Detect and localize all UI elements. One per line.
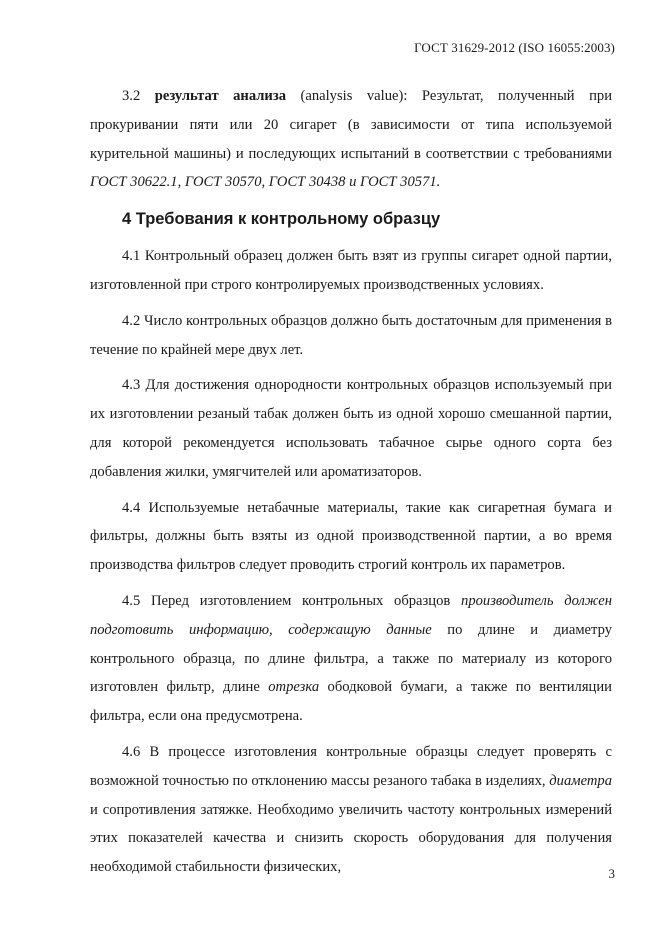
definition-text: (analysis value): Результат, полученный при прокуривании пяти или 20 сигарет (в зависимости от типа используемой курительной машины) и последующих испытаний в соответствии с требованиями	[90, 88, 613, 162]
p45-italic-2: отрезка	[268, 679, 320, 696]
p45-italic-1: производитель должен подготовить информацию, содержащую данные	[90, 592, 612, 638]
paragraph-4-5	[90, 587, 612, 731]
paragraph-4-4: 4.4 Используемые нетабачные материалы, такие как сигаретная бумага и фильтры, должны быть взяты из одной производственной партии, а во время производства фильтров следует проводить строгий контроль их параметров.	[90, 499, 612, 574]
term-bold: результат анализа	[154, 88, 287, 104]
paragraph-4-3: 4.3 Для достижения однородности контрольных образцов используемый при их изготовлении резаный табак должен быть из одной хорошо смешанной партии, для которой рекомендуется использовать табачное сырье одного сорта без добавления жилки, умягчителей или ароматизаторов.	[90, 377, 612, 480]
paragraph-3-2	[90, 82, 612, 197]
page-number: 3	[608, 866, 615, 881]
p46-text-1: 4.6 В процессе изготовления контрольные образцы следует проверять с возможной точностью по отклонению массы резаного табака в изделиях,	[90, 743, 612, 789]
document-body	[90, 82, 612, 889]
p45-text-2: по длине и диаметру контрольного образца, по длине фильтра, а также по материалу из которого изготовлен фильтр, длине	[90, 621, 612, 696]
p45-text-1: 4.5 Перед изготовлением контрольных образцов	[122, 592, 462, 609]
section-4-heading: 4 Требования к контрольному образцу	[122, 210, 441, 229]
document-header: ГОСТ 31629-2012 (ISO 16055:2003)	[414, 40, 615, 55]
p45-text-3: ободковой бумаги, а также по вентиляции фильтра, если она предусмотрена.	[90, 679, 612, 725]
paragraph-4-1: 4.1 Контрольный образец должен быть взят из группы сигарет одной партии, изготовленной при строго контролируемых производственных условиях.	[90, 248, 612, 293]
paragraph-4-6	[90, 738, 612, 882]
p46-text-2: и сопротивления затяжке. Необходимо увеличить частоту контрольных измерений этих показателей качества и снизить скорость оборудования для получения необходимой стабильности физических,	[90, 801, 612, 876]
p46-italic-1: диаметра	[549, 772, 612, 789]
clause-number: 3.2	[122, 88, 155, 104]
paragraph-4-2: 4.2 Число контрольных образцов должно быть достаточным для применения в течение по крайней мере двух лет.	[90, 312, 612, 358]
standard-references: ГОСТ 30622.1, ГОСТ 30570, ГОСТ 30438 и ГОСТ 30571.	[90, 174, 441, 191]
